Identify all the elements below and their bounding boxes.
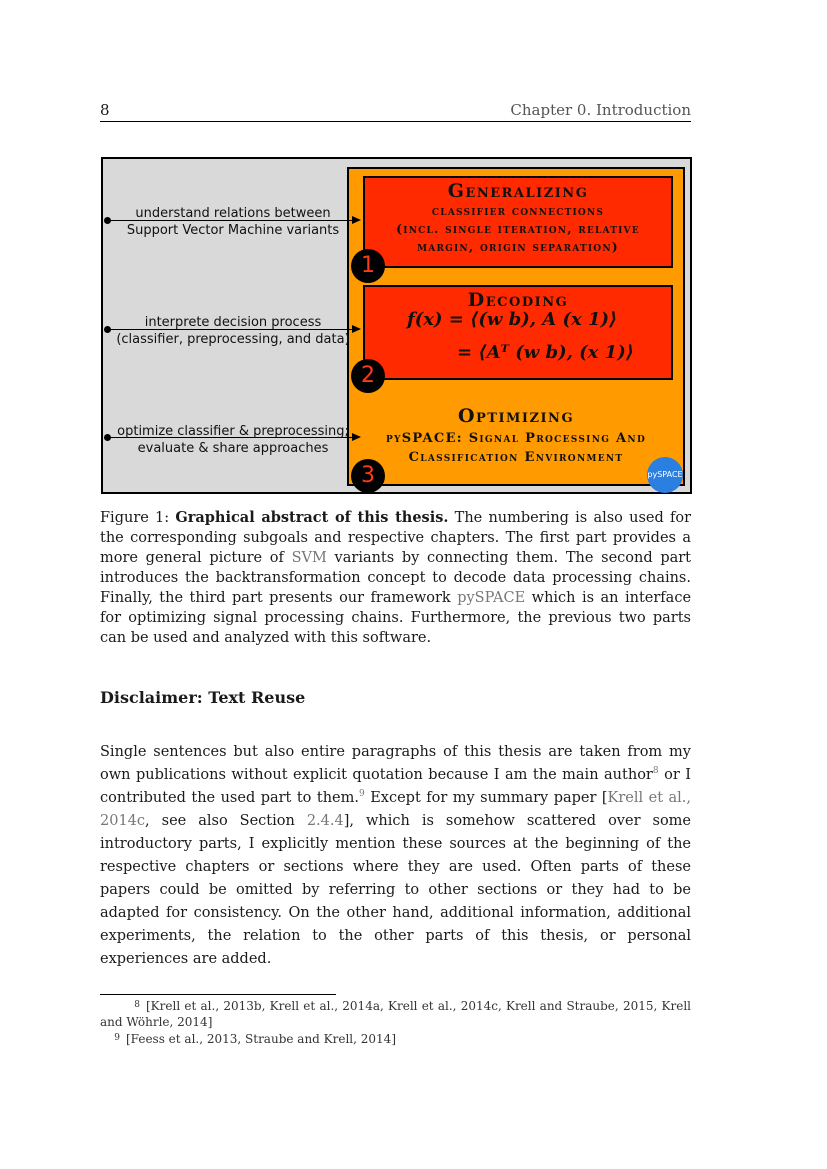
footnote-8 [100, 997, 691, 1030]
goal-label-1 [113, 205, 353, 239]
footnote-ref-8[interactable]: 8 [652, 766, 659, 776]
footnote-9-text: [Feess et al., 2013, Straube and Krell, 2014] [126, 1032, 396, 1046]
goal-1-line1: understand relations between [135, 206, 331, 221]
decoding-title: Decoding [467, 289, 569, 311]
footnote-rule [100, 994, 336, 995]
goal-2-line2: (classifier, preprocessing, and data) [116, 332, 350, 347]
optimizing-subtitle [349, 429, 683, 467]
decoding-formula-2: = ⟨Aᵀ (w b), (x 1)⟩ [457, 342, 634, 363]
number-3-badge: 3 [351, 459, 385, 493]
generalizing-sub1: classifier connections [431, 203, 605, 218]
optimizing-title: Optimizing [457, 405, 575, 427]
decoding-formula-1: f(x) = ⟨(w b), A (x 1)⟩ [407, 309, 618, 330]
body-text-3: Except for my summary paper [ [370, 790, 608, 806]
caption-text-2: variants by connecting them. The second part introduces the backtransformation concept to decode data processing chains. Finally, the third part presents our framework [100, 550, 692, 606]
section-link[interactable]: 2.4.4 [306, 813, 344, 829]
page-header [100, 101, 691, 122]
citation-link[interactable]: Krell et al., 2014c [100, 790, 692, 829]
page-number: 8 [100, 101, 110, 119]
pyspace-link[interactable]: pySPACE [457, 590, 526, 606]
goal-2-line1: interprete decision process [144, 315, 322, 330]
orange-panel [347, 167, 685, 486]
pyspace-logo: pySPACE [647, 457, 683, 493]
generalizing-sub2: (incl. single iteration, relative [396, 221, 640, 236]
generalizing-title: Generalizing [447, 180, 589, 202]
body-text-5: ], which is somehow scattered over some introductory parts, I explicitly mention these sources at the beginning of the respective chapters or sections where they are used. Often parts of these papers could be omitted by referring to other sections or they had to be adapted for consistency. On the other hand, additional information, additional experiments, the relation to the other parts of this thesis, or personal experiences are added. [100, 813, 692, 967]
footnote-8-number: 8 [134, 1000, 140, 1010]
body-text-2: or I contributed the used part to them. [100, 767, 692, 806]
section-heading: Disclaimer: Text Reuse [100, 688, 306, 707]
caption-bold: Graphical abstract of this thesis. [175, 509, 449, 526]
body-text-1: Single sentences but also entire paragraphs of this thesis are taken from my own publications without explicit quotation because I am the main author [100, 744, 691, 783]
body-text-4: , see also Section [145, 813, 295, 829]
graphical-abstract-figure [101, 157, 692, 494]
number-2-badge: 2 [351, 359, 385, 393]
optimizing-sub2: Classification Environment [408, 450, 624, 465]
optimizing-sub1: pySPACE: Signal Processing And [385, 431, 647, 446]
goal-3-line1: optimize classifier & preprocessing; [117, 424, 349, 439]
goal-label-3 [113, 423, 353, 457]
decoding-box [363, 285, 673, 380]
generalizing-sub3: margin, origin separation) [417, 239, 619, 254]
footnote-8-text: [Krell et al., 2013b, Krell et al., 2014a, Krell et al., 2014c, Krell and Straube, 2015, Krell and Wöhrle, 2014] [100, 999, 691, 1029]
footnote-ref-9[interactable]: 9 [359, 789, 365, 799]
footnote-9-number: 9 [114, 1033, 120, 1043]
caption-label: Figure 1: [100, 510, 170, 526]
caption-text-3: which is an interface for optimizing signal processing chains. Furthermore, the previous two parts can be used and analyzed with this software. [100, 590, 692, 646]
footnote-9 [100, 1030, 691, 1047]
number-1-badge: 1 [351, 249, 385, 283]
goal-label-2 [113, 314, 353, 348]
generalizing-box [363, 176, 673, 268]
figure-caption [100, 508, 691, 648]
chapter-title: Chapter 0. Introduction [510, 101, 691, 119]
footnotes [100, 997, 691, 1047]
goal-1-line2: Support Vector Machine variants [126, 223, 340, 238]
caption-text-1: The numbering is also used for the corresponding subgoals and respective chapters. The first part provides a more general picture of [100, 510, 691, 566]
body-paragraph [100, 741, 691, 971]
svm-link[interactable]: SVM [291, 550, 327, 566]
goal-3-line2: evaluate & share approaches [137, 441, 329, 456]
